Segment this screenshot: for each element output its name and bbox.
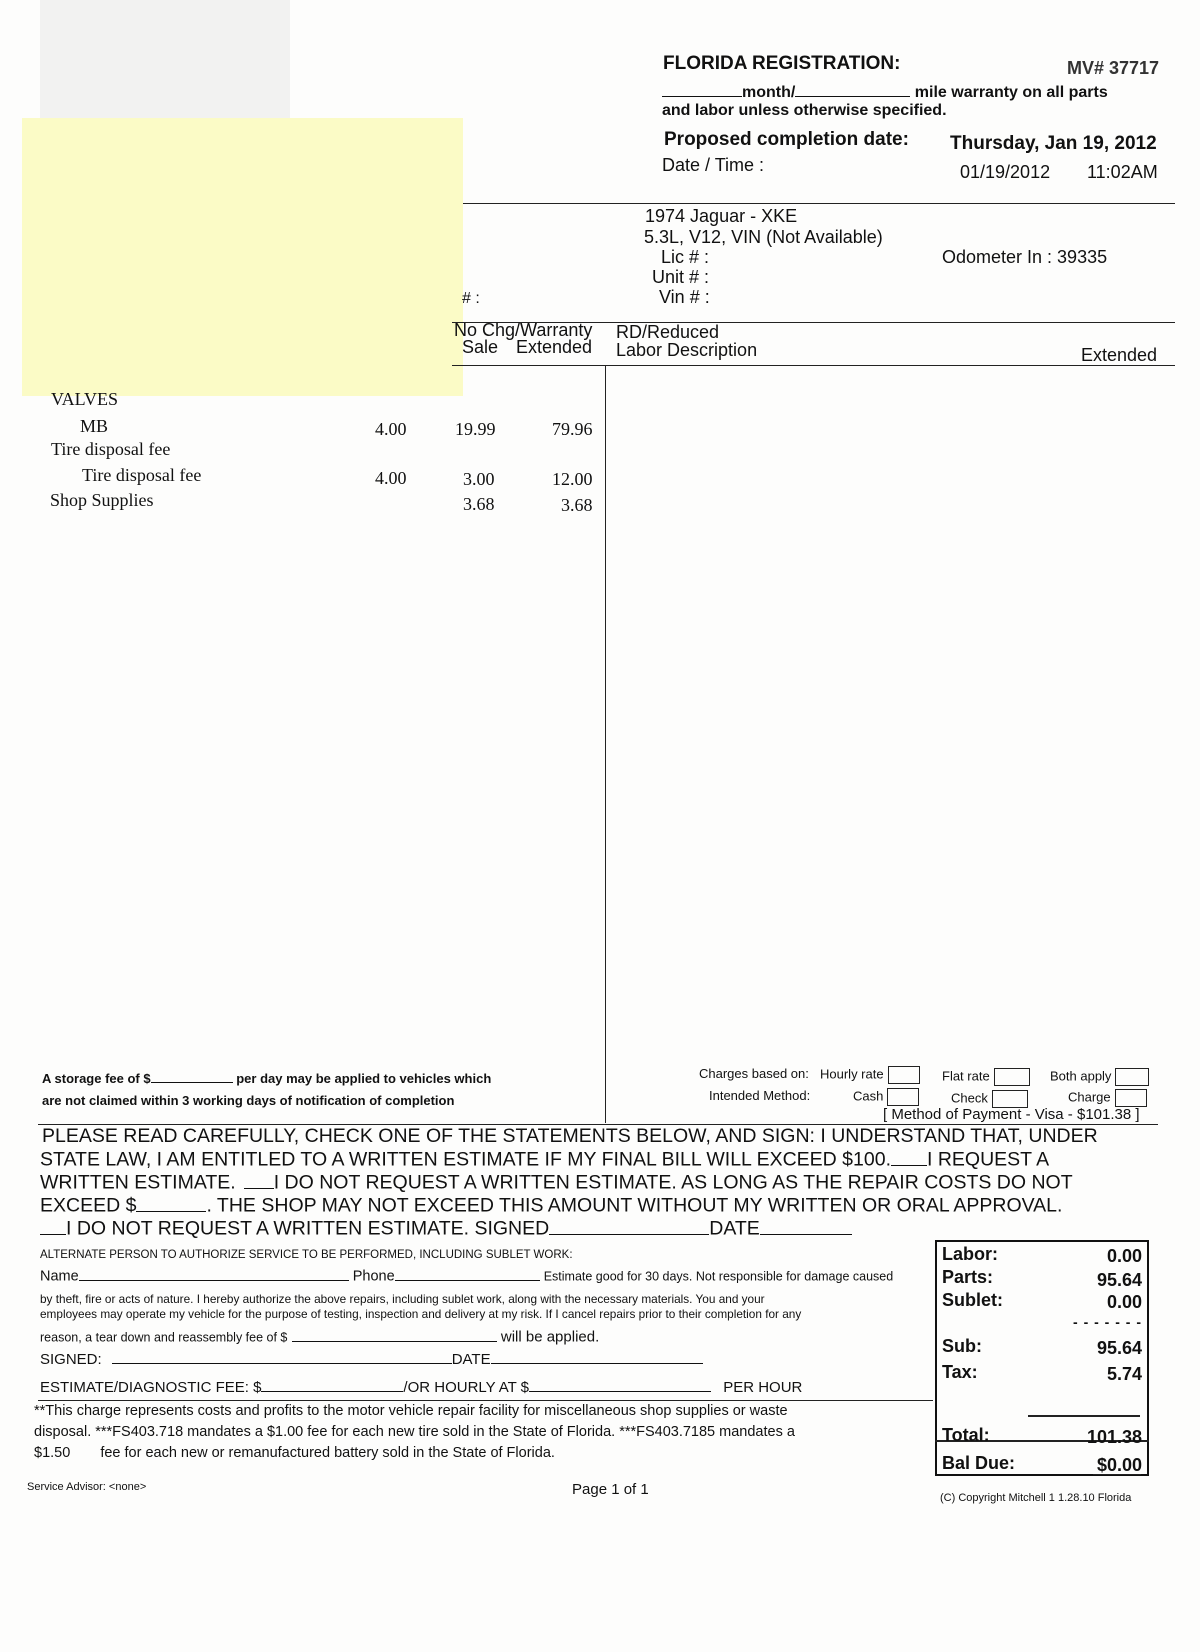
phone-field[interactable] <box>395 1265 540 1281</box>
flat-rate-checkbox[interactable] <box>994 1068 1030 1086</box>
statement-line5 <box>40 1214 852 1241</box>
exceed-amount-blank[interactable] <box>136 1191 206 1212</box>
subtotal-dashes: - - - - - - - <box>1073 1314 1142 1330</box>
item-extended: 12.00 <box>552 469 593 489</box>
cash-checkbox[interactable] <box>887 1088 919 1106</box>
no-estimate-blank[interactable] <box>40 1214 66 1235</box>
item-extended: 3.68 <box>561 495 593 515</box>
authorization-text1: by theft, fire or acts of nature. I hereby authorize the above repairs, including sublet work, along with the necessary materials. You and your <box>40 1292 765 1306</box>
total-label: Total: <box>942 1425 990 1445</box>
item-sale: 3.00 <box>463 469 495 489</box>
name-label: Name <box>40 1268 79 1285</box>
signed-date-label: DATE <box>451 1351 491 1368</box>
bal-due-label: Bal Due: <box>942 1453 1016 1473</box>
authorization-text2: employees may operate my vehicle for the purpose of testing, inspection and delivery at my risk. If I cancel repairs prior to their completion for any <box>40 1307 802 1321</box>
footnote-rule <box>38 1400 933 1401</box>
diagnostic-line <box>40 1376 802 1396</box>
both-apply-option <box>1050 1068 1149 1086</box>
item-sale: 3.68 <box>463 494 495 514</box>
item-qty: 4.00 <box>375 419 407 439</box>
hourly-rate-option <box>820 1066 920 1084</box>
column-header-divider <box>452 365 1175 366</box>
teardown-label: reason, a tear down and reassembly fee of $ <box>40 1330 288 1345</box>
total-rule <box>1028 1415 1140 1417</box>
footnote-line2: disposal. ***FS403.718 mandates a $1.00 fee for each new tire sold in the State of Florida. ***FS403.7185 mandates a <box>34 1424 795 1440</box>
vehicle-engine: 5.3L, V12, VIN (Not Available) <box>644 227 883 247</box>
col-rd-reduced: RD/Reduced <box>616 322 720 342</box>
vehicle-unit: Unit # : <box>652 267 710 287</box>
col-extended: Extended <box>516 337 593 357</box>
estimate-good: Estimate good for 30 days. Not responsible for damage caused <box>543 1269 894 1284</box>
total-value: 101.38 <box>1086 1427 1142 1447</box>
date-blank[interactable] <box>760 1214 852 1235</box>
statement-text: I DO NOT REQUEST A WRITTEN ESTIMATE. AS LONG AS THE REPAIR COSTS DO NOT <box>273 1171 1073 1194</box>
storage-text-a: A storage fee of $ <box>42 1071 151 1086</box>
service-advisor: Service Advisor: <none> <box>27 1481 147 1493</box>
statement-text: I REQUEST A <box>926 1148 1050 1171</box>
signed-date-field[interactable] <box>491 1348 703 1364</box>
col-sale: Sale <box>462 337 499 357</box>
statement-text: DATE <box>709 1217 760 1240</box>
item-extended: 79.96 <box>552 419 593 439</box>
list-item: Shop Supplies <box>50 490 154 510</box>
sticky-note <box>22 118 463 396</box>
hourly-rate-field[interactable] <box>529 1376 711 1392</box>
completion-label: Proposed completion date: <box>664 129 909 150</box>
cash-option <box>853 1088 919 1106</box>
warranty-line <box>662 80 1108 102</box>
footnote-battery-text: fee for each new or remanufactured battery sold in the State of Florida. <box>100 1445 555 1461</box>
warranty-month: month/ <box>742 84 796 101</box>
flat-rate-label: Flat rate <box>942 1068 990 1084</box>
vehicle-vin: Vin # : <box>659 287 710 307</box>
sublet-value: 0.00 <box>1106 1292 1142 1312</box>
storage-line1 <box>42 1069 491 1086</box>
parts-label: Parts: <box>942 1267 994 1287</box>
labor-value: 0.00 <box>1106 1246 1142 1266</box>
charge-label: Charge <box>1068 1089 1111 1105</box>
signature-blank[interactable] <box>549 1214 709 1235</box>
diagnostic-label: ESTIMATE/DIAGNOSTIC FEE: $ <box>40 1379 262 1396</box>
page-number: Page 1 of 1 <box>572 1481 649 1498</box>
completion-value: Thursday, Jan 19, 2012 <box>950 133 1157 154</box>
statement-text: I DO NOT REQUEST A WRITTEN ESTIMATE. SIGNED <box>66 1217 550 1240</box>
name-field[interactable] <box>79 1265 349 1281</box>
footnote-line3 <box>34 1445 555 1461</box>
odometer: Odometer In : 39335 <box>942 247 1108 267</box>
list-item: Tire disposal fee <box>82 465 202 485</box>
vehicle-hash: # : <box>462 290 480 307</box>
hourly-label: /OR HOURLY AT $ <box>403 1379 530 1396</box>
col-extended-right: Extended <box>1081 345 1158 365</box>
per-hour-label: PER HOUR <box>723 1379 803 1396</box>
cash-label: Cash <box>853 1088 884 1104</box>
signed-field[interactable] <box>112 1348 452 1364</box>
statement-text: EXCEED $ <box>40 1194 137 1217</box>
tax-label: Tax: <box>942 1362 978 1382</box>
storage-line2: are not claimed within 3 working days of notification of completion <box>42 1093 455 1108</box>
col-labor-description: Labor Description <box>616 340 758 360</box>
list-item: MB <box>80 416 109 436</box>
footnote-battery-fee: $1.50 <box>34 1445 71 1461</box>
date-value: 01/19/2012 <box>960 162 1051 182</box>
both-apply-checkbox[interactable] <box>1115 1068 1149 1086</box>
bal-due-underline <box>1093 1474 1141 1475</box>
sublet-label: Sublet: <box>942 1290 1003 1310</box>
list-item: VALVES <box>51 389 119 409</box>
hourly-rate-checkbox[interactable] <box>888 1066 920 1084</box>
mv-number: MV# 37717 <box>1067 58 1160 78</box>
labor-label: Labor: <box>942 1244 998 1264</box>
vehicle-model: 1974 Jaguar - XKE <box>645 206 798 226</box>
storage-text-b: per day may be applied to vehicles which <box>236 1071 492 1086</box>
copyright: (C) Copyright Mitchell 1 1.28.10 Florida <box>940 1492 1132 1504</box>
request-estimate-blank[interactable] <box>891 1145 927 1166</box>
charge-option <box>1068 1089 1147 1107</box>
col-nochg-warranty: No Chg/Warranty <box>454 320 593 340</box>
time-value: 11:02AM <box>1087 162 1158 182</box>
statement-text: . THE SHOP MAY NOT EXCEED THIS AMOUNT WITHOUT MY WRITTEN OR ORAL APPROVAL. <box>206 1194 1063 1217</box>
name-phone-line <box>40 1265 893 1285</box>
footnote-line1: **This charge represents costs and profits to the motor vehicle repair facility for miscellaneous shop supplies or waste <box>34 1403 788 1419</box>
column-divider <box>605 365 606 1123</box>
statement-line1: PLEASE READ CAREFULLY, CHECK ONE OF THE STATEMENTS BELOW, AND SIGN: I UNDERSTAND THAT, UNDER <box>42 1125 1098 1147</box>
statement-text: WRITTEN ESTIMATE. <box>40 1171 236 1194</box>
warranty-line2: and labor unless otherwise specified. <box>662 102 947 119</box>
signed-label: SIGNED: <box>40 1351 102 1368</box>
item-qty: 4.00 <box>375 468 407 488</box>
sub-label: Sub: <box>942 1336 982 1356</box>
bal-due-value: $0.00 <box>1096 1455 1142 1475</box>
flat-rate-option <box>942 1068 1030 1086</box>
statement-text: STATE LAW, I AM ENTITLED TO A WRITTEN ESTIMATE IF MY FINAL BILL WILL EXCEED $100. <box>40 1148 891 1171</box>
both-apply-label: Both apply <box>1050 1068 1112 1084</box>
registration-label: FLORIDA REGISTRATION: <box>663 53 901 74</box>
alternate-person: ALTERNATE PERSON TO AUTHORIZE SERVICE TO BE PERFORMED, INCLUDING SUBLET WORK: <box>40 1249 573 1261</box>
parts-value: 95.64 <box>1096 1270 1142 1290</box>
item-sale: 19.99 <box>455 419 496 439</box>
tax-value: 5.74 <box>1106 1364 1142 1384</box>
payment-method: [ Method of Payment - Visa - $101.38 ] <box>883 1106 1140 1123</box>
teardown-applied: will be applied. <box>500 1328 600 1346</box>
phone-label: Phone <box>352 1268 395 1285</box>
check-label: Check <box>951 1090 988 1106</box>
charge-checkbox[interactable] <box>1115 1089 1147 1107</box>
teardown-line <box>40 1328 599 1346</box>
signed-line <box>40 1348 703 1368</box>
warranty-mile: mile warranty on all parts <box>914 84 1108 101</box>
diagnostic-fee-field[interactable] <box>261 1376 403 1392</box>
header-divider <box>463 203 1175 204</box>
hourly-rate-label: Hourly rate <box>820 1066 884 1082</box>
sub-value: 95.64 <box>1096 1338 1142 1358</box>
no-estimate-limit-blank[interactable] <box>244 1168 274 1189</box>
vehicle-lic: Lic # : <box>661 247 710 267</box>
charges-based-on: Charges based on: <box>699 1066 809 1081</box>
datetime-label: Date / Time : <box>662 155 765 175</box>
intended-method: Intended Method: <box>709 1088 811 1103</box>
list-item: Tire disposal fee <box>51 439 171 459</box>
teardown-fee-field[interactable] <box>292 1328 497 1342</box>
